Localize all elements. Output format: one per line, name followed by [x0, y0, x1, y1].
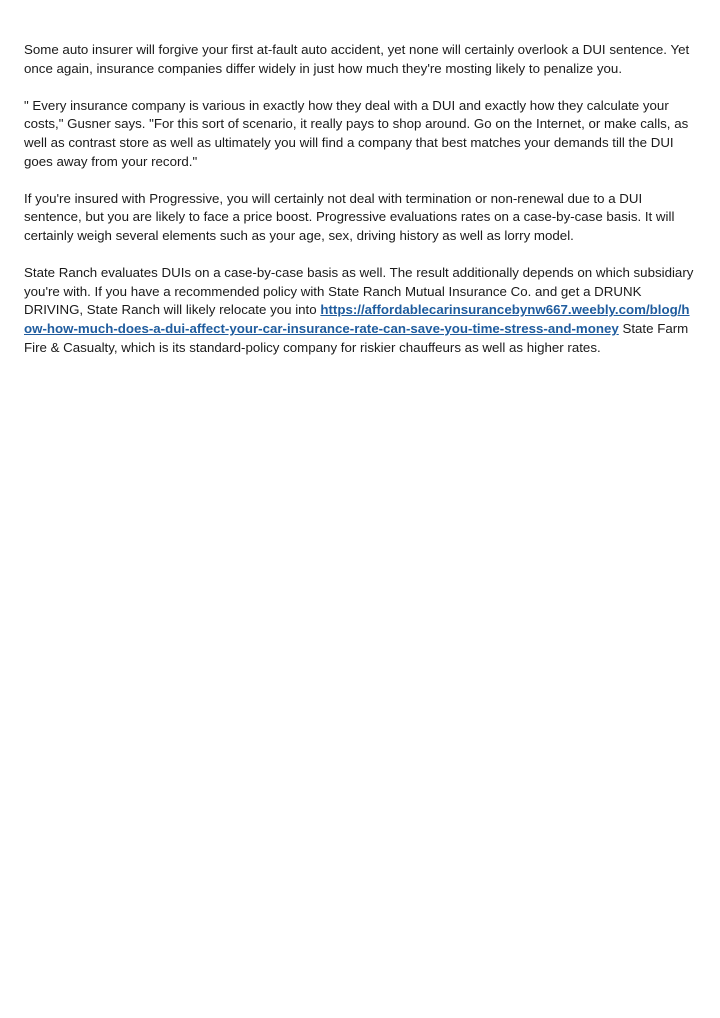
- paragraph-with-link: [24, 264, 696, 357]
- paragraph: " Every insurance company is various in exactly how they deal with a DUI and exactly how they calculate your costs," Gusner says. "For this sort of scenario, it really pays to shop around. Go on the Internet, or make calls, as well as contrast store as well as ultimately you will find a company that best matches your demands till the DUI goes away from your record.": [24, 97, 689, 169]
- paragraph: If you're insured with Progressive, you will certainly not deal with termination or non-renewal due to a DUI sentence, but you are likely to face a price boost. Progressive evaluations rates on a case-by-case basis. It will certainly weigh several elements such as your age, sex, driving history as well as lorry model.: [24, 190, 675, 243]
- insurance-blog-link[interactable]: https://affordablecarinsurancebynw667.weebly.com/blog/how-how-much-does-a-dui-affect-your-car-insurance-rate-can-save-you-time-stress-and-money: [24, 302, 690, 336]
- paragraph-text-before-link: State Ranch evaluates DUIs on a case-by-case basis as well. The result additionally depends on which subsidiary you're with. If you have a recommended policy with State Ranch Mutual Insurance Co. and get a DRUNK DRIVING, State Ranch will likely relocate you into: [24, 265, 694, 318]
- document-body: [24, 41, 696, 376]
- paragraph: Some auto insurer will forgive your first at-fault auto accident, yet none will certainly overlook a DUI sentence. Yet once again, insurance companies differ widely in just how much they're mosting likely to penalize you.: [24, 42, 690, 76]
- paragraph-text-after-link: State Farm Fire & Casualty, which is its standard-policy company for riskier chauffeurs as well as higher rates.: [24, 320, 689, 355]
